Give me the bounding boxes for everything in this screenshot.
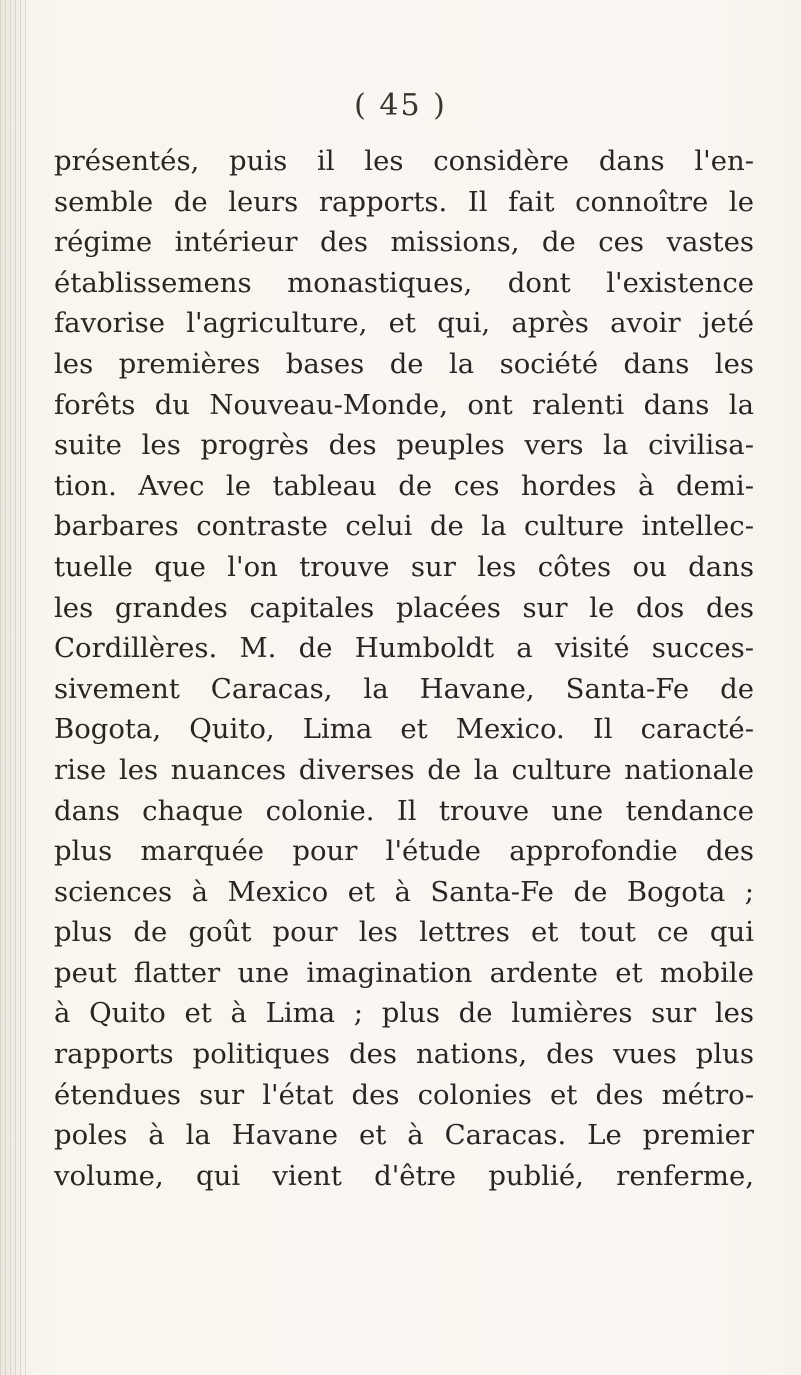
body-text [54, 141, 754, 1196]
text-line: dans chaque colonie. Il trouve une tendance [54, 794, 754, 827]
text-line: suite les progrès des peuples vers la civilisa- [54, 429, 754, 462]
text-line: les grandes capitales placées sur le dos des [54, 591, 754, 624]
text-line: rise les nuances diverses de la culture nationale [54, 753, 754, 786]
text-line: forêts du Nouveau-Monde, ont ralenti dans la [54, 388, 754, 421]
page-number: ( 45 ) [354, 88, 447, 123]
text-line: Cordillères. M. de Humboldt a visité succes- [54, 632, 754, 665]
text-line: étendues sur l'état des colonies et des métro- [54, 1078, 754, 1111]
text-line: plus marquée pour l'étude approfondie des [54, 835, 754, 868]
text-line: régime intérieur des missions, de ces vastes [54, 226, 754, 259]
text-line: tion. Avec le tableau de ces hordes à demi- [54, 469, 754, 502]
binding-gutter [0, 0, 30, 1375]
text-line: favorise l'agriculture, et qui, après avoir jeté [54, 307, 754, 340]
text-line: barbares contraste celui de la culture intellec- [54, 510, 754, 543]
text-line: présentés, puis il les considère dans l'en- [54, 145, 754, 177]
text-line: sciences à Mexico et à Santa-Fe de Bogota ; [54, 875, 754, 908]
text-line: établissemens monastiques, dont l'existence [54, 266, 754, 299]
text-line: volume, qui vient d'être publié, renferme, [54, 1159, 754, 1192]
text-line: poles à la Havane et à Caracas. Le premier [54, 1119, 754, 1152]
text-line: sivement Caracas, la Havane, Santa-Fe de [54, 672, 754, 705]
text-line: rapports politiques des nations, des vues plus [54, 1038, 754, 1071]
text-line: tuelle que l'on trouve sur les côtes ou dans [54, 550, 754, 583]
text-line: peut flatter une imagination ardente et mobile [54, 956, 754, 989]
text-line: semble de leurs rapports. Il fait connoître le [54, 185, 754, 218]
text-line: plus de goût pour les lettres et tout ce qui [54, 916, 754, 949]
text-line: Bogota, Quito, Lima et Mexico. Il caracté- [54, 713, 754, 746]
text-line: à Quito et à Lima ; plus de lumières sur les [54, 997, 754, 1030]
text-line: les premières bases de la société dans les [54, 347, 754, 380]
